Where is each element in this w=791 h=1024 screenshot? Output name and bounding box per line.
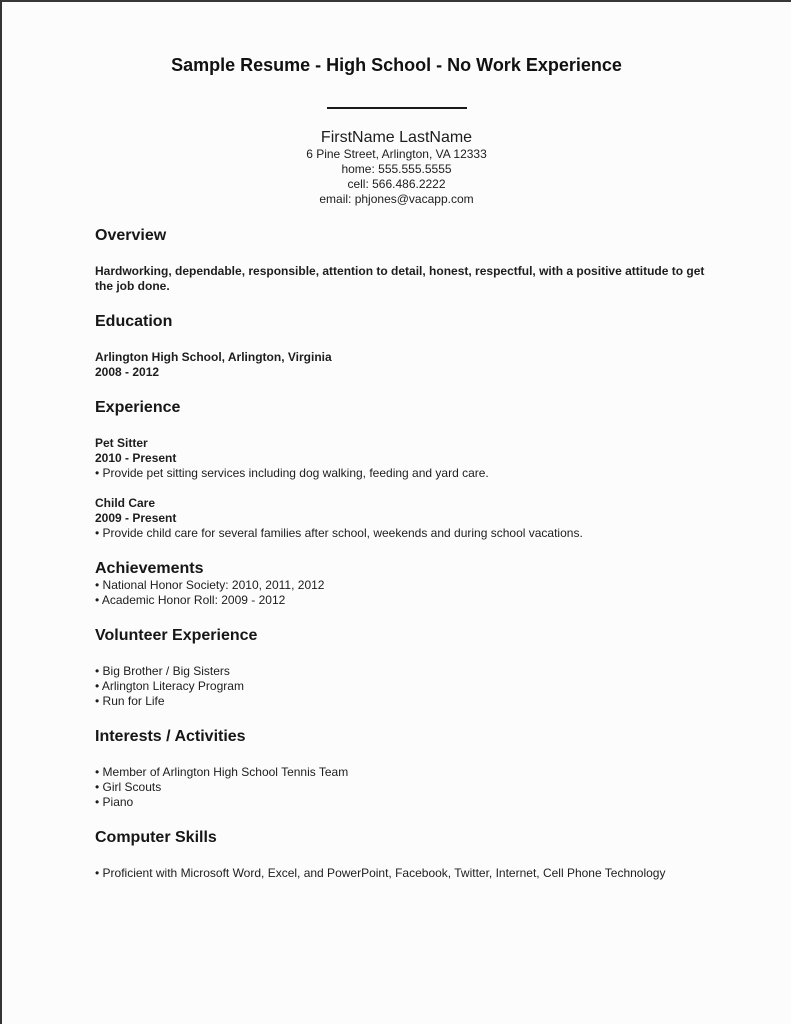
section-education (95, 313, 707, 380)
person-name: FirstName LastName (320, 129, 473, 146)
job-bullet: • Provide child care for several families after school, weekends and during school vacations. (95, 526, 583, 540)
achievement-item: • National Honor Society: 2010, 2011, 2012 (95, 578, 325, 592)
section-experience (95, 399, 707, 541)
section-overview (95, 227, 707, 294)
experience-heading: Experience (95, 399, 181, 416)
job-bullet: • Provide pet sitting services including dog walking, feeding and yard care. (95, 466, 489, 480)
overview-heading: Overview (95, 227, 167, 244)
contact-block (2, 128, 791, 207)
section-computer-skills (95, 829, 707, 881)
job-dates: 2010 - Present (95, 451, 177, 465)
job-dates: 2009 - Present (95, 511, 177, 525)
volunteer-heading: Volunteer Experience (95, 627, 258, 644)
home-phone-line: home: 555.555.5555 (341, 162, 452, 176)
interest-item: • Member of Arlington High School Tennis Team (95, 765, 349, 779)
job-title: Child Care (95, 496, 156, 510)
section-interests (95, 728, 707, 810)
achievements-heading: Achievements (95, 560, 204, 577)
job-entry (95, 436, 707, 481)
email-line: email: phjones@vacapp.com (319, 192, 474, 206)
interests-heading: Interests / Activities (95, 728, 246, 745)
achievement-item: • Academic Honor Roll: 2009 - 2012 (95, 593, 286, 607)
volunteer-item: • Big Brother / Big Sisters (95, 664, 230, 678)
education-school: Arlington High School, Arlington, Virginia (95, 350, 332, 364)
section-volunteer (95, 627, 707, 709)
education-heading: Education (95, 313, 173, 330)
computer-skills-item: • Proficient with Microsoft Word, Excel, and PowerPoint, Facebook, Twitter, Internet, Cell Phone Technology (95, 866, 666, 880)
resume-body (95, 227, 707, 881)
volunteer-item: • Run for Life (95, 694, 165, 708)
volunteer-item: • Arlington Literacy Program (95, 679, 244, 693)
document-title: Sample Resume - High School - No Work Experience (171, 55, 622, 75)
address-line: 6 Pine Street, Arlington, VA 12333 (306, 147, 487, 161)
header-divider (327, 107, 467, 109)
job-title: Pet Sitter (95, 436, 148, 450)
interest-item: • Girl Scouts (95, 780, 162, 794)
interest-item: • Piano (95, 795, 134, 809)
job-entry (95, 496, 707, 541)
overview-text: Hardworking, dependable, responsible, attention to detail, honest, respectful, with a positive attitude to get the job done. (95, 264, 705, 293)
education-dates: 2008 - 2012 (95, 365, 160, 379)
computer-skills-heading: Computer Skills (95, 829, 217, 846)
section-achievements (95, 560, 707, 608)
cell-phone-line: cell: 566.486.2222 (347, 177, 446, 191)
